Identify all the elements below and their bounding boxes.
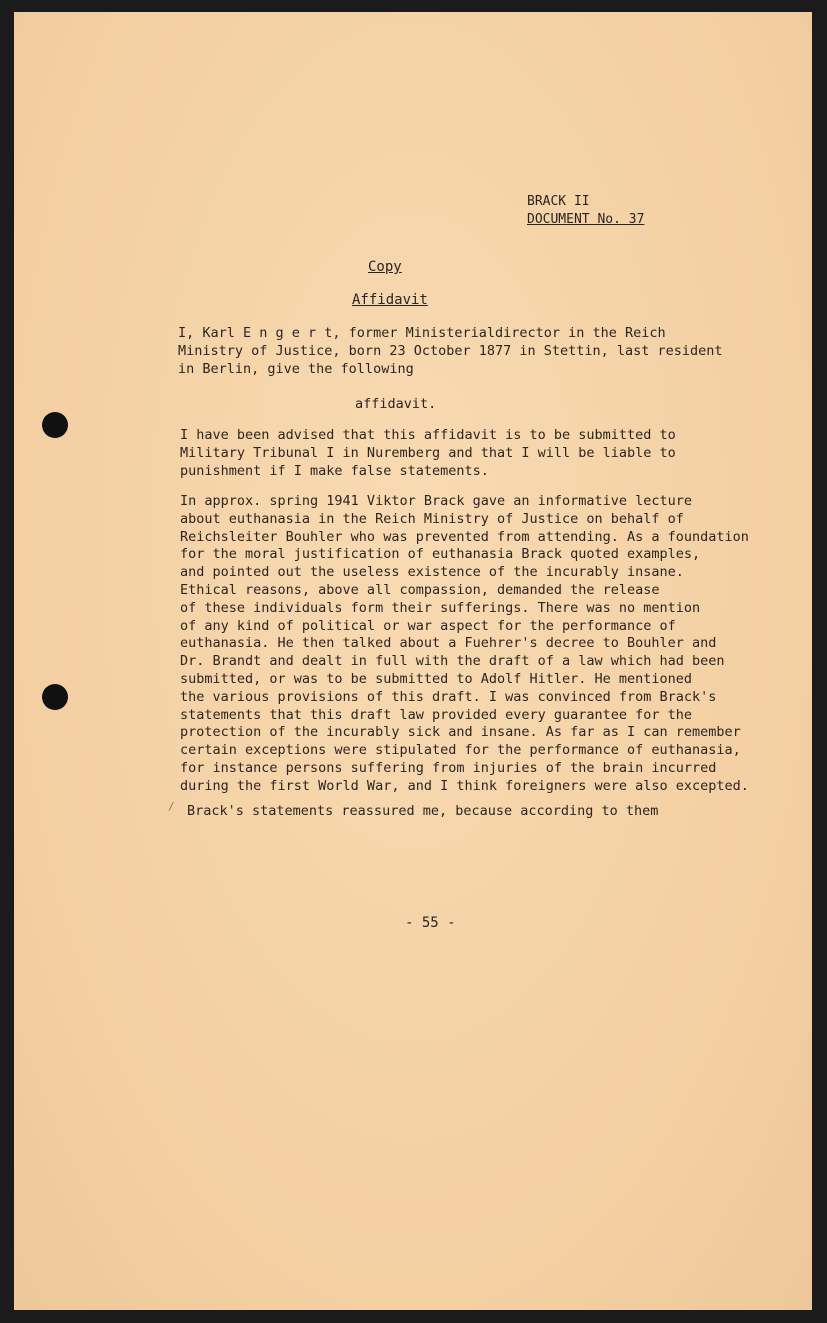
body-line: for instance persons suffering from injuries of the brain incurred <box>180 759 717 776</box>
affidavit-word: affidavit. <box>355 396 437 412</box>
affidavit-title: Affidavit <box>352 292 428 308</box>
closing-line: Brack's statements reassured me, because according to them <box>187 803 659 819</box>
body-line: certain exceptions were stipulated for the performance of euthanasia, <box>180 742 741 759</box>
intro-line: Ministry of Justice, born 23 October 1877 in Stettin, last resident <box>178 342 723 359</box>
intro-line: I, Karl E n g e r t, former Ministerialdirector in the Reich <box>178 325 666 341</box>
body-line: about euthanasia in the Reich Ministry of Justice on behalf of <box>180 510 684 527</box>
warning-line: I have been advised that this affidavit is to be submitted to <box>180 427 676 443</box>
body-line: protection of the incurably sick and insane. As far as I can remember <box>180 724 741 741</box>
punch-hole-top <box>42 412 68 438</box>
body-line: Dr. Brandt and dealt in full with the draft of a law which had been <box>180 653 725 670</box>
intro-line: in Berlin, give the following <box>178 360 414 377</box>
body-line: during the first World War, and I think foreigners were also excepted. <box>180 777 749 794</box>
body-line: and pointed out the useless existence of the incurably insane. <box>180 564 684 581</box>
intro-paragraph <box>178 325 723 378</box>
warning-paragraph <box>180 427 676 480</box>
punch-hole-bottom <box>42 684 68 710</box>
body-line: submitted, or was to be submitted to Adolf Hitler. He mentioned <box>180 670 693 687</box>
warning-line: punishment if I make false statements. <box>180 462 489 479</box>
body-line: of any kind of political or war aspect for the performance of <box>180 617 676 634</box>
body-paragraph <box>180 493 749 796</box>
copy-label: Copy <box>368 259 402 275</box>
header-brack-label: BRACK II <box>527 194 590 209</box>
body-line: euthanasia. He then talked about a Fuehrer's decree to Bouhler and <box>180 635 717 652</box>
body-line: for the moral justification of euthanasia Brack quoted examples, <box>180 546 701 563</box>
body-line: the various provisions of this draft. I was convinced from Brack's <box>180 688 717 705</box>
document-header <box>527 193 644 229</box>
body-line: Ethical reasons, above all compassion, demanded the release <box>180 581 660 598</box>
page-number: - 55 - <box>405 915 456 931</box>
body-line: statements that this draft law provided every guarantee for the <box>180 706 693 723</box>
header-document-number: DOCUMENT No. 37 <box>527 212 645 227</box>
body-line: In approx. spring 1941 Viktor Brack gave an informative lecture <box>180 493 693 509</box>
pencil-mark: / <box>168 800 175 813</box>
body-line: Reichsleiter Bouhler who was prevented from attending. As a foundation <box>180 528 749 545</box>
warning-line: Military Tribunal I in Nuremberg and that I will be liable to <box>180 444 676 461</box>
body-line: of these individuals form their sufferings. There was no mention <box>180 599 701 616</box>
